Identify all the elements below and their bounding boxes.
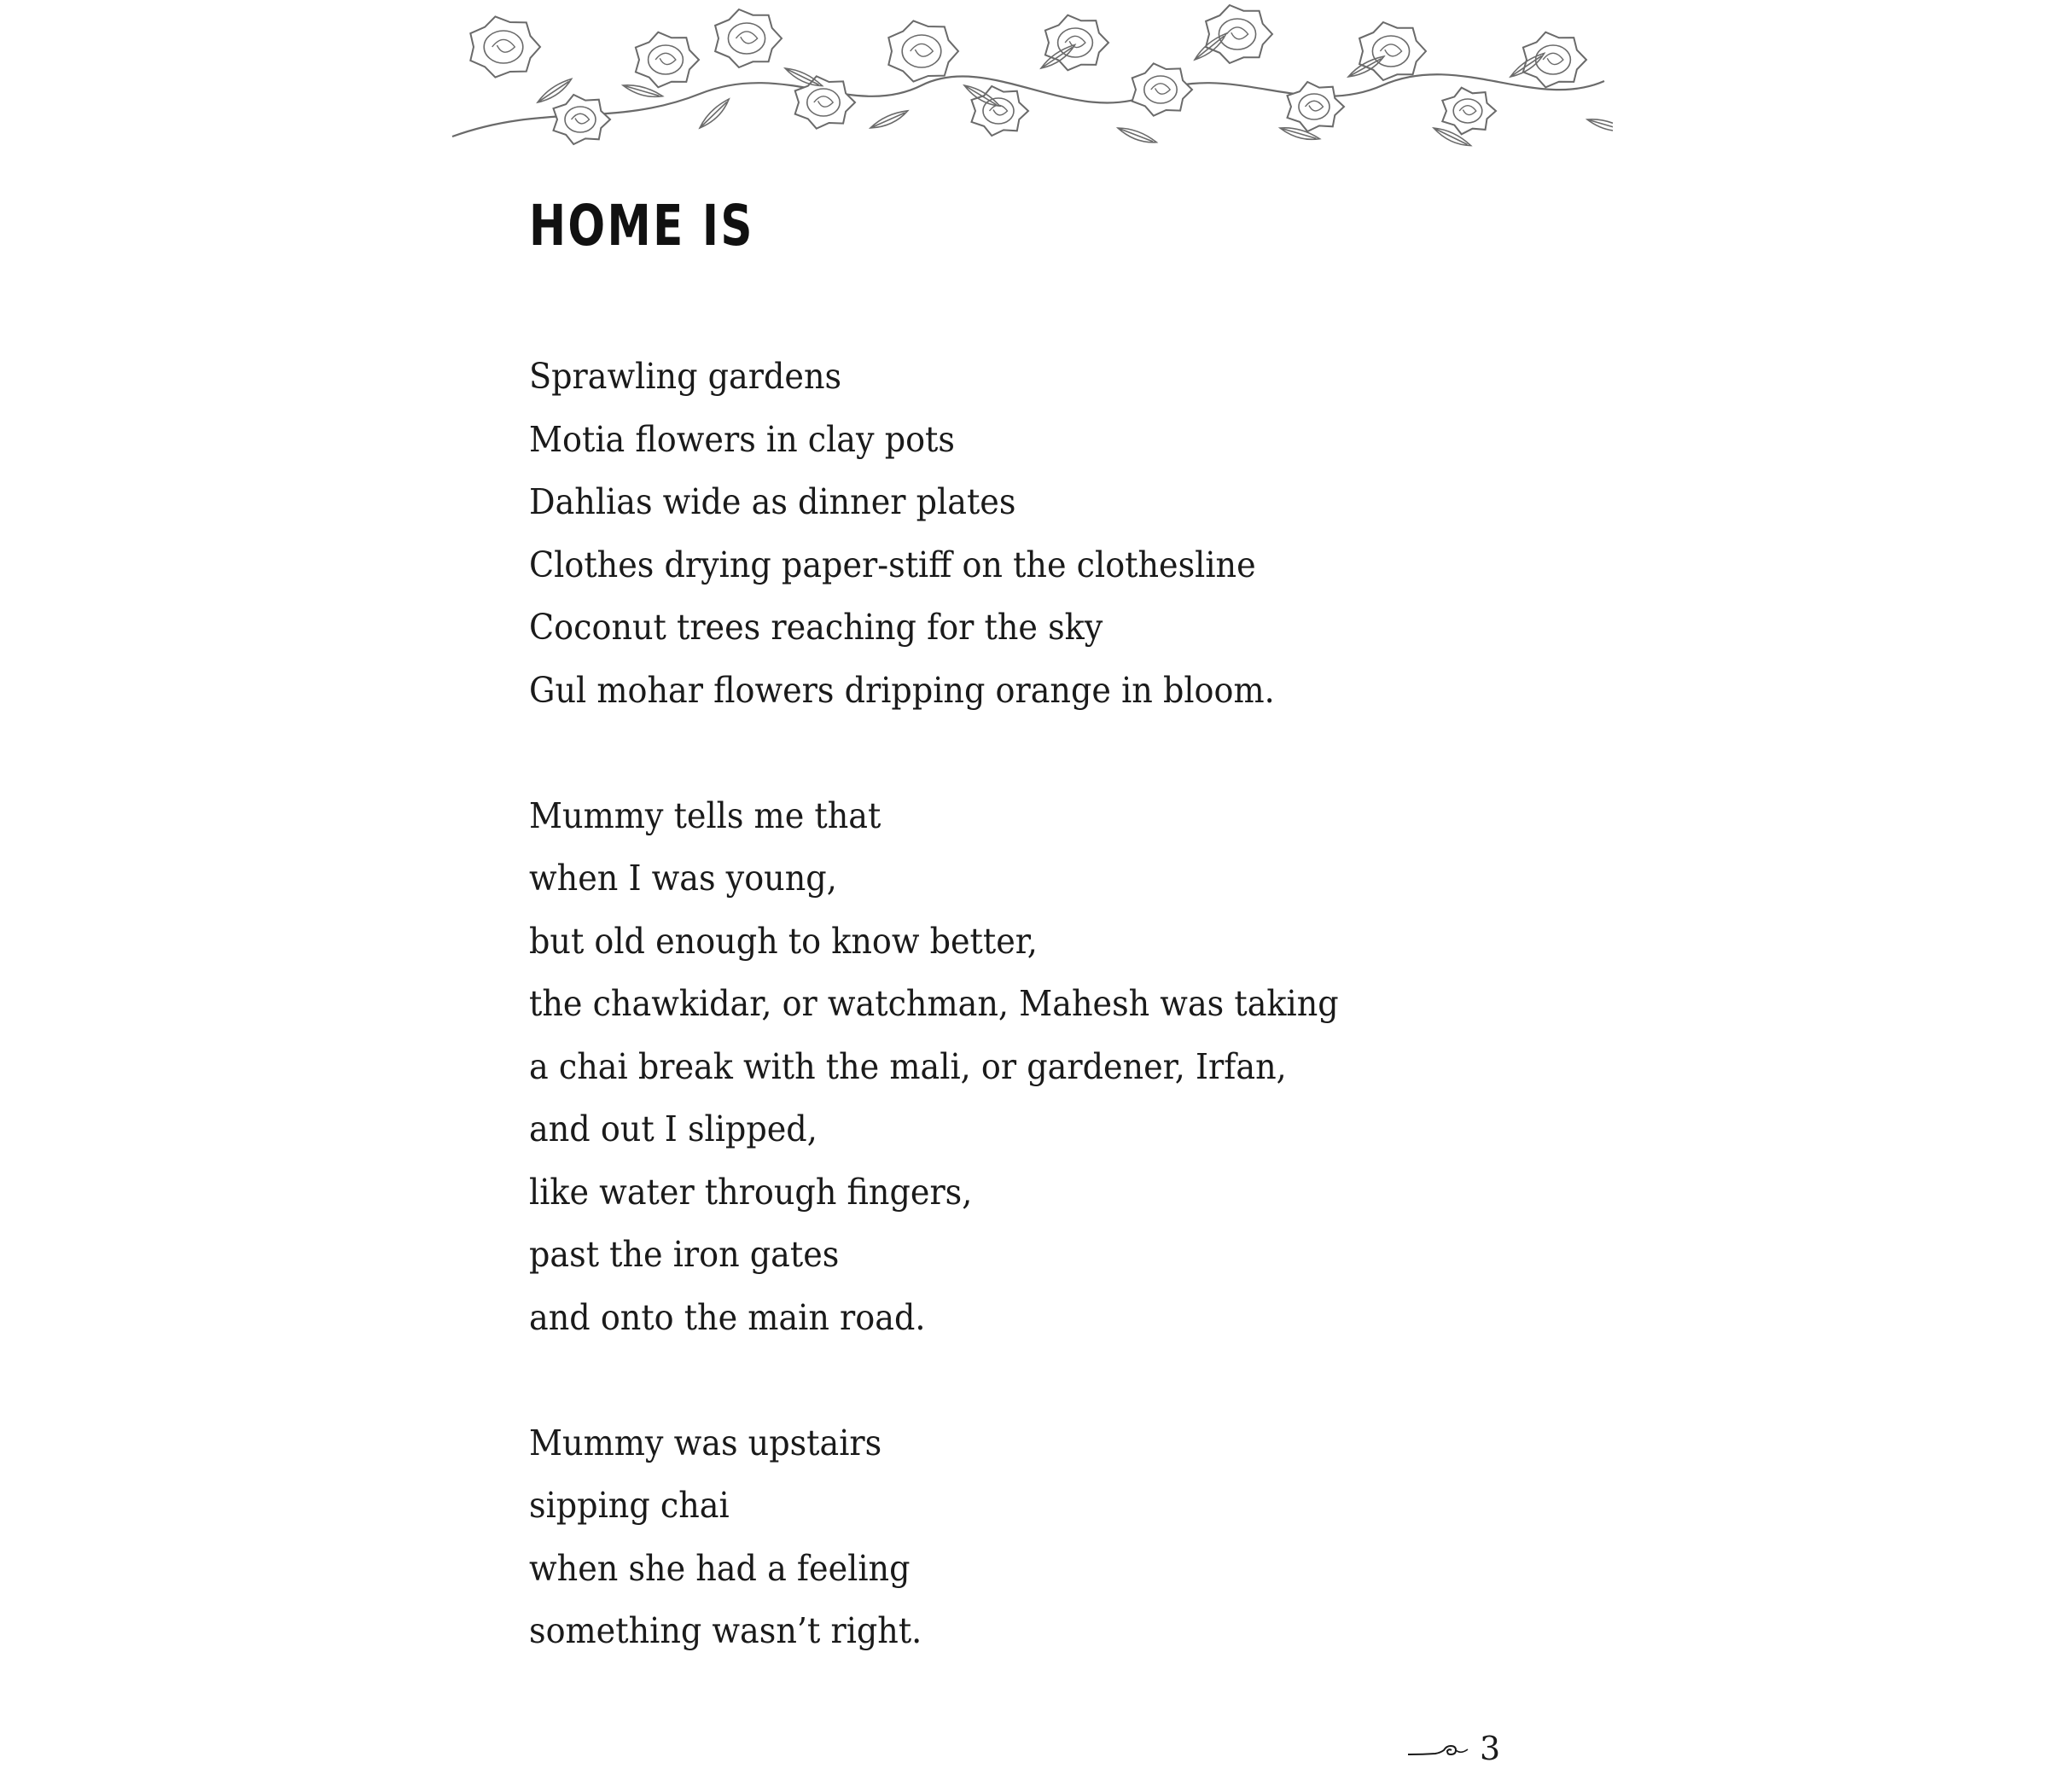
poem-line: Mummy tells me that xyxy=(529,794,881,836)
poem-line: when I was young, xyxy=(529,858,837,899)
poem-line: Motia flowers in clay pots xyxy=(529,418,955,460)
poem-title: HOME IS xyxy=(529,193,754,259)
poem-line: Dahlias wide as dinner plates xyxy=(529,481,1016,522)
poem-line: Coconut trees reaching for the sky xyxy=(529,607,1103,648)
poem-line: and onto the main road. xyxy=(529,1296,926,1338)
poem-line: past the iron gates xyxy=(529,1234,840,1275)
flourish-icon xyxy=(1406,1736,1475,1761)
stanza-1 xyxy=(529,346,1399,722)
poem-line: Sprawling gardens xyxy=(529,356,842,397)
poem-line: but old enough to know better, xyxy=(529,920,1038,962)
page-number: 3 xyxy=(1480,1730,1501,1767)
poem-line: the chawkidar, or watchman, Mahesh was taking xyxy=(529,983,1339,1024)
page-folio xyxy=(1406,1732,1500,1765)
poem-line: something wasn’t right. xyxy=(529,1610,922,1651)
stanza-2 xyxy=(529,785,1399,1350)
poem-body xyxy=(529,346,1399,1725)
poem-line: like water through fingers, xyxy=(529,1171,973,1213)
poem-line: when she had a feeling xyxy=(529,1547,911,1589)
poem-line: Clothes drying paper-stiff on the clothesline xyxy=(529,544,1256,585)
stanza-3 xyxy=(529,1412,1399,1663)
floral-garland-icon xyxy=(444,0,1613,154)
poem-line: Mummy was upstairs xyxy=(529,1422,882,1463)
poem-line: Gul mohar flowers dripping orange in bloom. xyxy=(529,669,1275,711)
poem-line: and out I slipped, xyxy=(529,1108,817,1149)
poem-line: a chai break with the mali, or gardener, Irfan, xyxy=(529,1045,1287,1087)
poem-line: sipping chai xyxy=(529,1485,730,1526)
